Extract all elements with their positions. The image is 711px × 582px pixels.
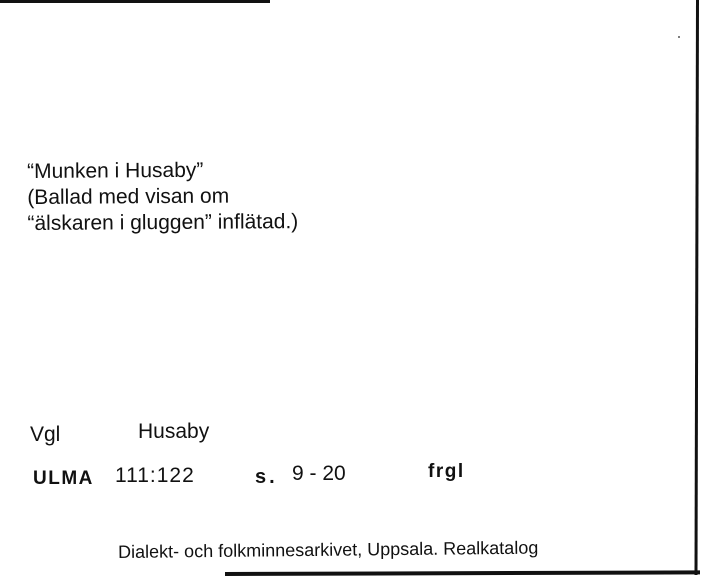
archive-code: ULMA (33, 468, 94, 489)
title-line-2: (Ballad med visan om (27, 184, 230, 209)
region-code: Vgl (30, 423, 61, 446)
scan-speck (678, 36, 680, 38)
card-title-block (27, 157, 298, 237)
title-line-3: “älskaren i gluggen” inflätad.) (27, 210, 299, 235)
title-line-1: “Munken i Husaby” (27, 158, 204, 183)
category-code: frgl (428, 461, 465, 482)
page-label: s. (255, 466, 278, 488)
card-top-border (0, 0, 270, 3)
card-bottom-border (225, 570, 700, 576)
archive-footer: Dialekt- och folkminnesarkivet, Uppsala. Realkatalog (118, 537, 539, 562)
place-name: Husaby (138, 420, 210, 443)
record-number: 111:122 (115, 464, 195, 487)
card-right-border (694, 0, 699, 575)
page-range: 9 - 20 (292, 462, 346, 485)
